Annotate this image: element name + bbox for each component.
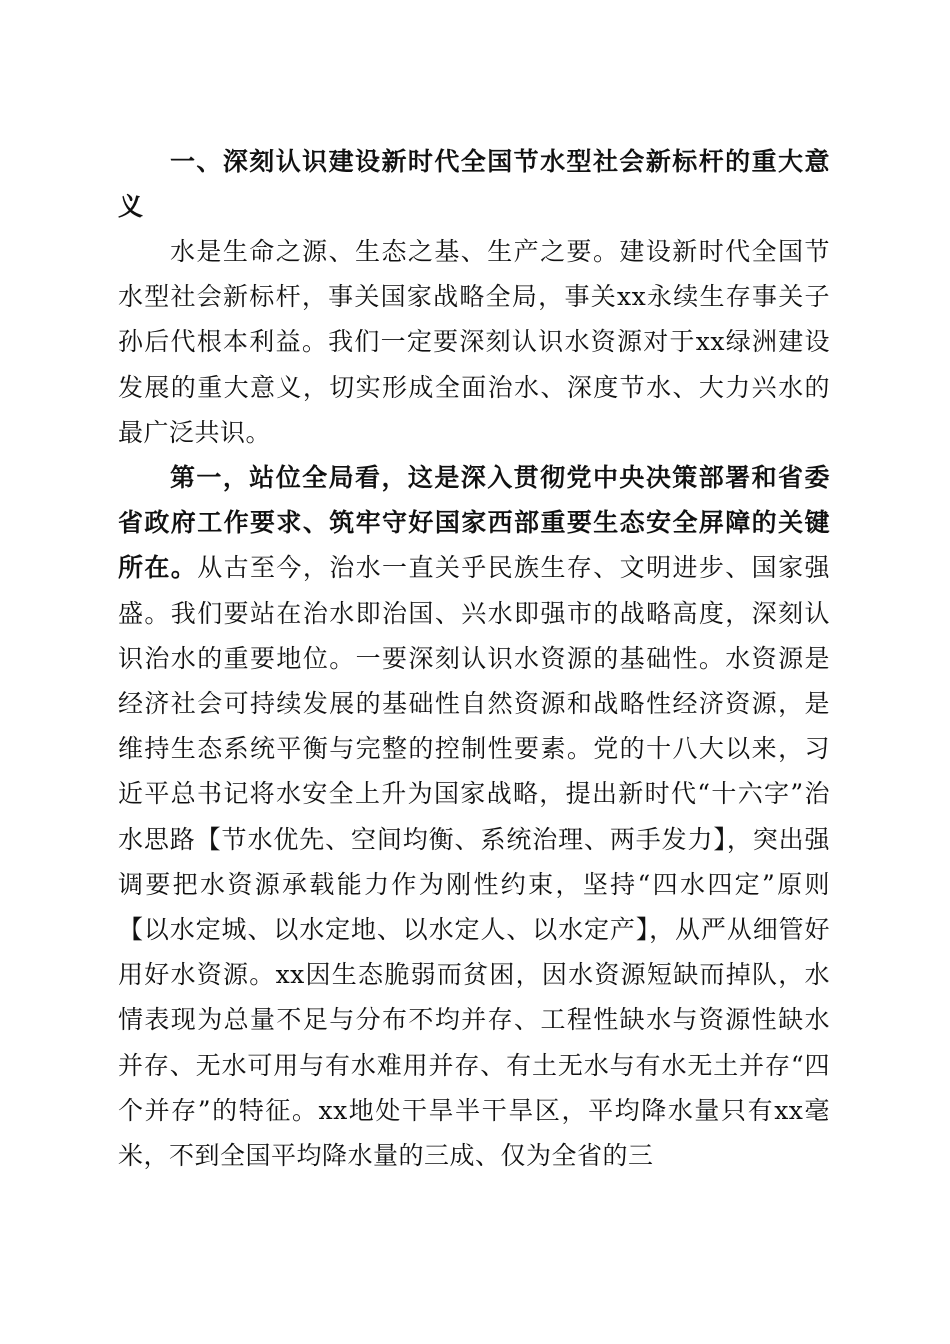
paragraph-intro (118, 229, 830, 455)
paragraph-first-point-lead: 第一，站位全局看，这是深入贯彻党中央决策部署和省委省政府工作要求、筑牢守好国家西部重要生态安全屏障的关键所在。 (118, 463, 830, 583)
paragraph-first-point-text: 从古至今，治水一直关乎民族生存、文明进步、国家强盛。我们要站在治水即治国、兴水即强市的战略高度，深刻认识治水的重要地位。一要深刻认识水资源的基础性。水资源是经济社会可持续发展的基础性自然资源和战略性经济资源，是维持生态系统平衡与完整的控制性要素。党的十八大以来，习近平总书记将水安全上升为国家战略，提出新时代“十六字”治水思路【节水优先、空间均衡、系统治理、两手发力】，突出强调要把水资源承载能力作为刚性约束，坚持“四水四定”原则【以水定城、以水定地、以水定人、以水定产】，从严从细管好用好水资源。xx因生态脆弱而贫困，因水资源短缺而掉队，水情表现为总量不足与分布不均并存、工程性缺水与资源性缺水并存、无水可用与有水难用并存、有土无水与有水无土并存“四个并存”的特征。xx地处干旱半干旱区，平均降水量只有xx毫米，不到全国平均降水量的三成、仅为全省的三 (118, 553, 830, 1171)
section-heading: 一、深刻认识建设新时代全国节水型社会新标杆的重大意义 (118, 147, 830, 221)
paragraph-intro-text: 水是生命之源、生态之基、生产之要。建设新时代全国节水型社会新标杆，事关国家战略全局，事关xx永续生存事关子孙后代根本利益。我们一定要深刻认识水资源对于xx绿洲建设发展的重大意义，切实形成全面治水、深度节水、大力兴水的最广泛共识。 (118, 237, 830, 447)
paragraph-first-point (118, 455, 830, 1178)
document-body (118, 139, 830, 1178)
